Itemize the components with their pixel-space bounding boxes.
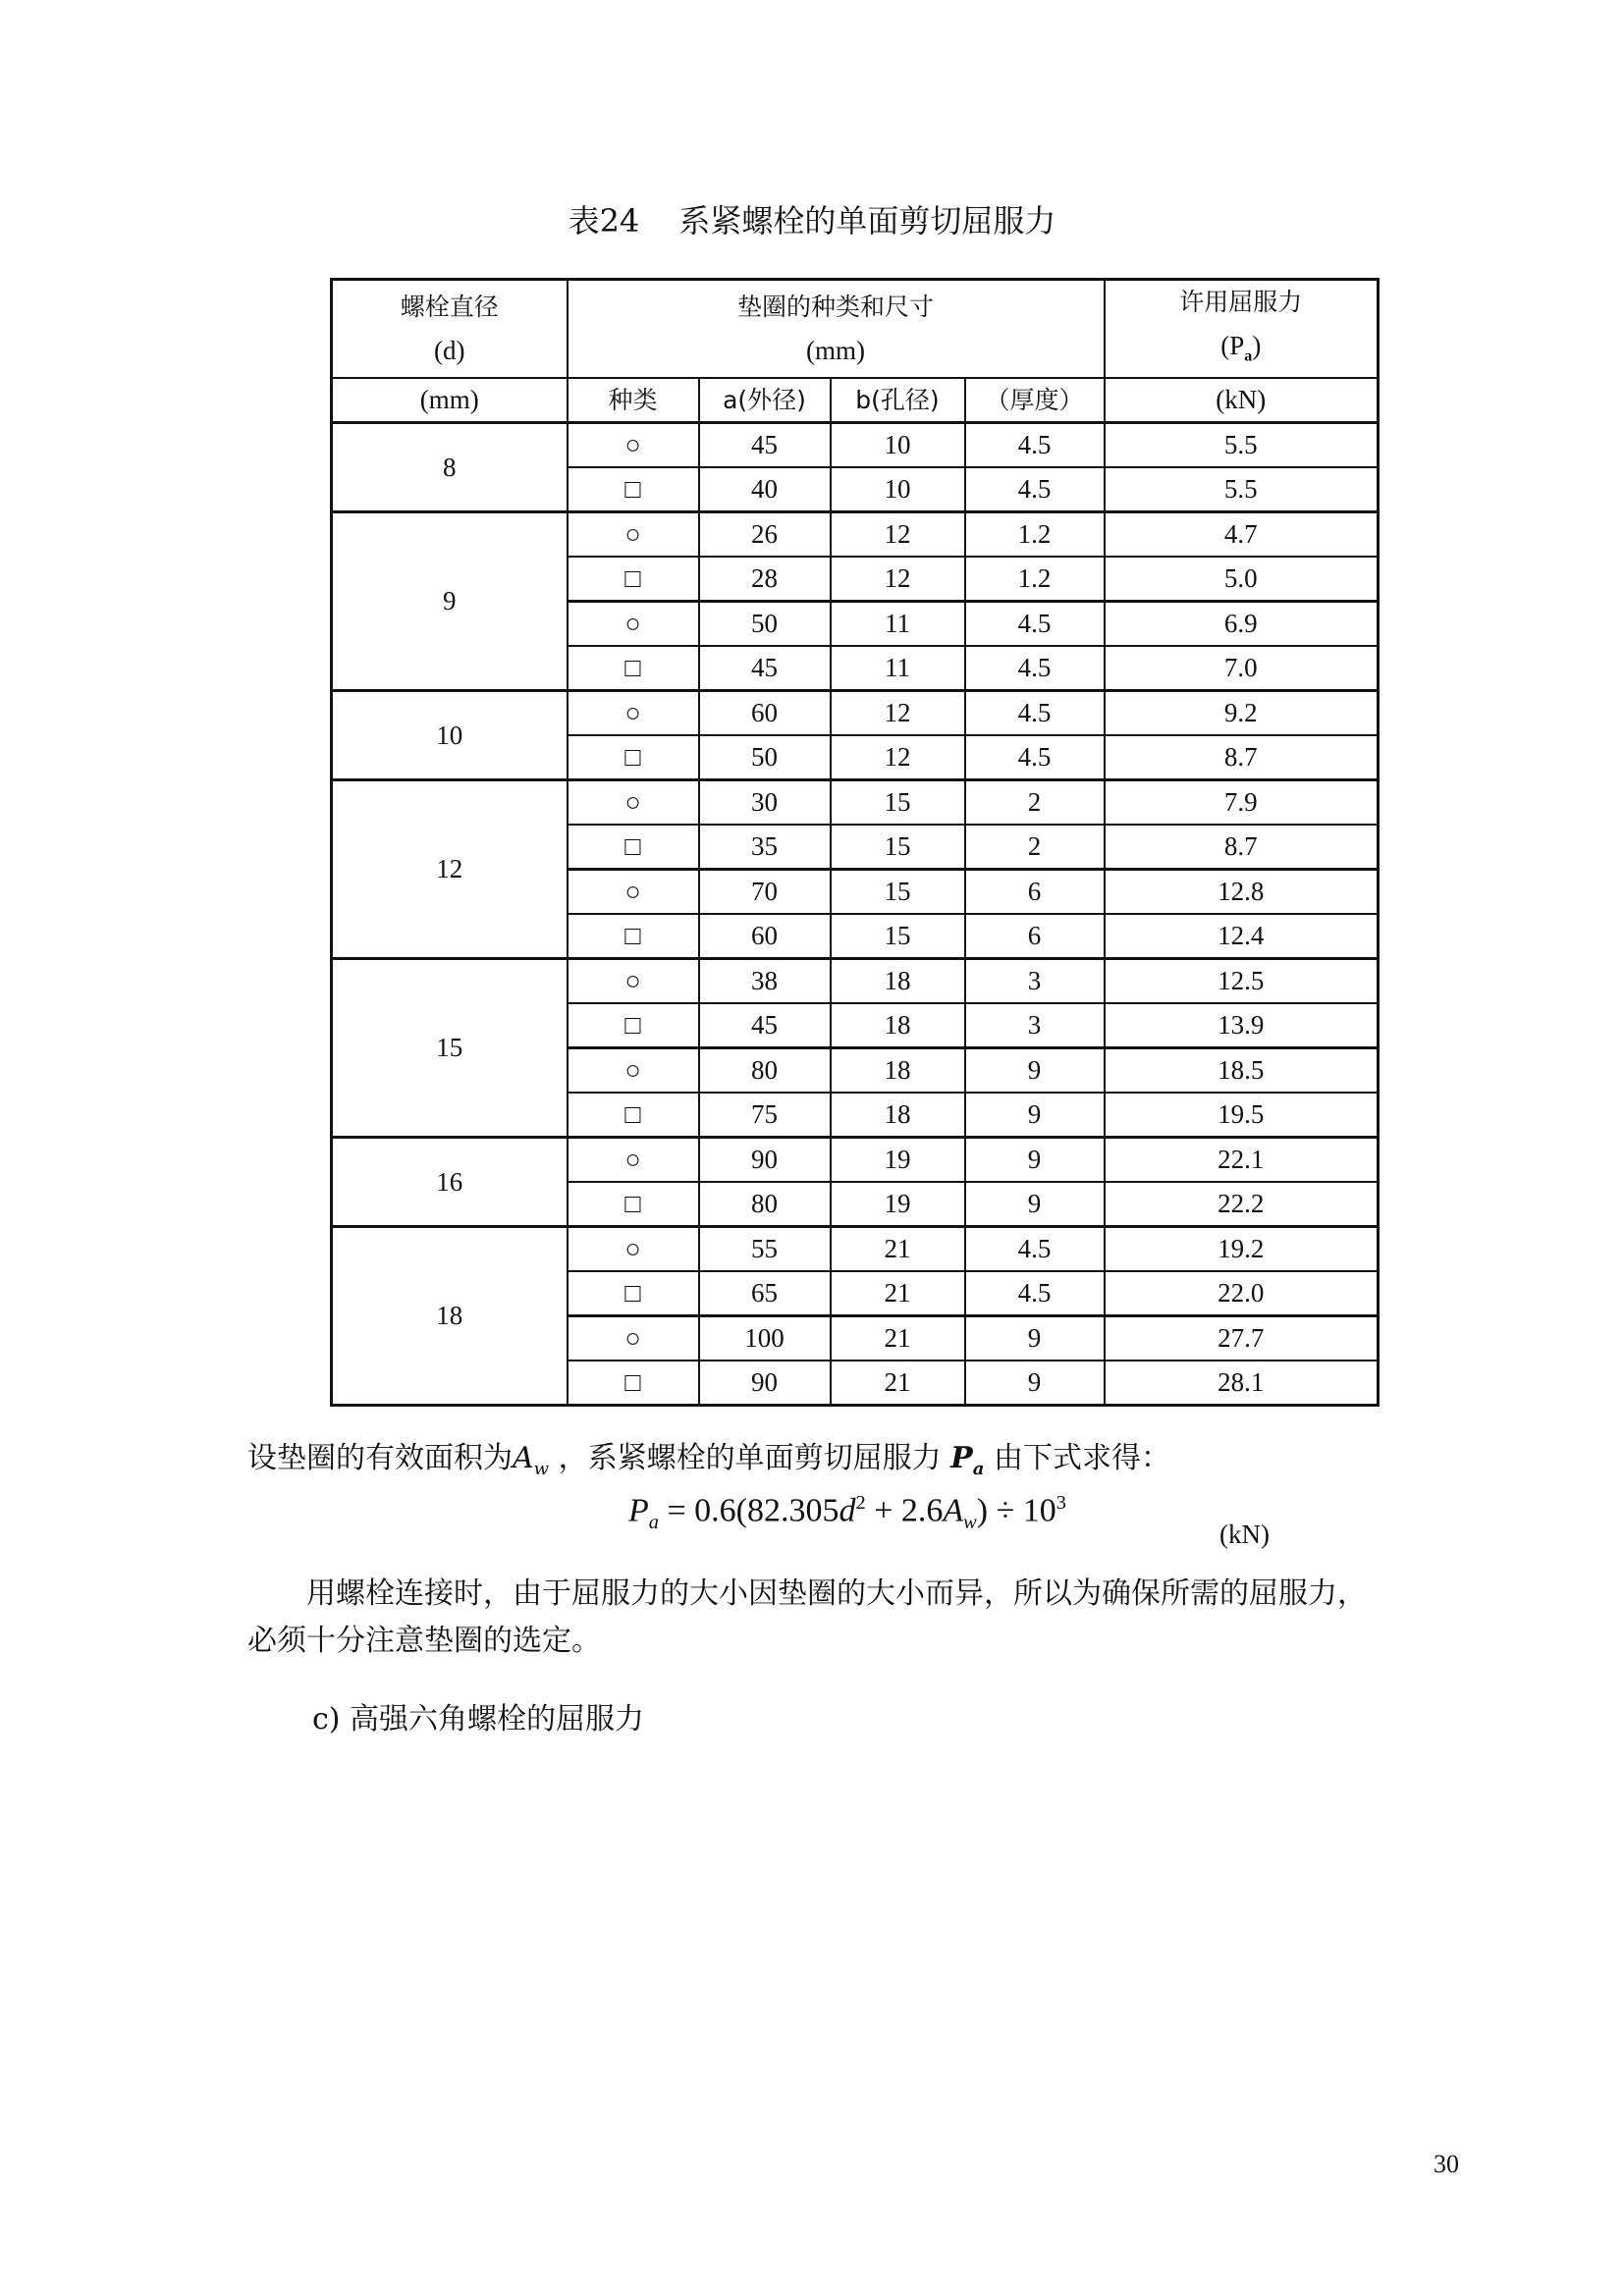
washer-dim-cell: 70 — [699, 870, 831, 915]
washer-type-cell: □ — [568, 557, 699, 602]
washer-type-cell: □ — [568, 914, 699, 959]
washer-type-cell: ○ — [568, 1227, 699, 1272]
yield-force-cell: 7.9 — [1105, 780, 1379, 826]
washer-dim-cell: 21 — [831, 1316, 965, 1362]
washer-dim-cell: 12 — [831, 735, 965, 780]
yield-force-cell: 18.5 — [1105, 1048, 1379, 1094]
washer-type-cell: □ — [568, 825, 699, 870]
washer-dim-cell: 80 — [699, 1182, 831, 1227]
yield-force-cell: 13.9 — [1105, 1003, 1379, 1048]
washer-dim-cell: 100 — [699, 1316, 831, 1362]
washer-dim-cell: 4.5 — [965, 467, 1105, 512]
washer-dim-cell: 60 — [699, 691, 831, 736]
washer-dim-cell: 28 — [699, 557, 831, 602]
washer-dim-cell: 9 — [965, 1316, 1105, 1362]
washer-dim-cell: 6 — [965, 914, 1105, 959]
paragraph-note: 用螺栓连接时，由于屈服力的大小因垫圈的大小而异，所以为确保所需的屈服力， — [306, 1576, 1367, 1611]
washer-dim-cell: 15 — [831, 870, 965, 915]
washer-dim-cell: 1.2 — [965, 557, 1105, 602]
washer-dim-cell: 90 — [699, 1138, 831, 1183]
washer-type-cell: □ — [568, 1003, 699, 1048]
washer-dim-cell: 55 — [699, 1227, 831, 1272]
washer-dim-cell: 9 — [965, 1182, 1105, 1227]
washer-type-cell: ○ — [568, 1138, 699, 1183]
washer-dim-cell: 21 — [831, 1271, 965, 1316]
yield-force-cell: 22.2 — [1105, 1182, 1379, 1227]
washer-dim-cell: 4.5 — [965, 1227, 1105, 1272]
washer-dim-cell: 12 — [831, 512, 965, 558]
yield-force-cell: 9.2 — [1105, 691, 1379, 736]
table-row — [332, 780, 1379, 826]
washer-type-cell: ○ — [568, 602, 699, 647]
header-diameter: 螺栓直径 (d) — [332, 280, 568, 379]
washer-dim-cell: 75 — [699, 1093, 831, 1138]
table-row — [332, 691, 1379, 736]
washer-dim-cell: 30 — [699, 780, 831, 826]
yield-force-cell: 27.7 — [1105, 1316, 1379, 1362]
subheader-cell: (kN) — [1105, 378, 1379, 423]
table-caption — [0, 196, 1624, 241]
yield-force-cell: 6.9 — [1105, 602, 1379, 647]
washer-dim-cell: 4.5 — [965, 1271, 1105, 1316]
washer-type-cell: ○ — [568, 423, 699, 468]
washer-type-cell: □ — [568, 1271, 699, 1316]
washer-dim-cell: 11 — [831, 602, 965, 647]
washer-dim-cell: 2 — [965, 825, 1105, 870]
yield-force-cell: 4.7 — [1105, 512, 1379, 558]
washer-dim-cell: 2 — [965, 780, 1105, 826]
bolt-shear-table — [330, 278, 1380, 1407]
washer-dim-cell: 35 — [699, 825, 831, 870]
yield-force-cell: 22.0 — [1105, 1271, 1379, 1316]
bolt-diameter-cell: 16 — [332, 1138, 568, 1227]
bolt-diameter-cell: 8 — [332, 423, 568, 512]
washer-dim-cell: 40 — [699, 467, 831, 512]
washer-type-cell: ○ — [568, 870, 699, 915]
washer-dim-cell: 15 — [831, 780, 965, 826]
washer-dim-cell: 9 — [965, 1093, 1105, 1138]
washer-dim-cell: 10 — [831, 467, 965, 512]
table-number: 表24 — [568, 202, 640, 240]
washer-type-cell: □ — [568, 735, 699, 780]
paragraph-definition: 设垫圈的有效面积为$A_w$ ，系紧螺栓的单面剪切屈服力 $P_a$ 由下式求得： — [247, 1441, 1170, 1479]
subheader-cell: b(孔径) — [831, 378, 965, 423]
table-row — [332, 959, 1379, 1004]
washer-dim-cell: 4.5 — [965, 602, 1105, 647]
washer-dim-cell: 45 — [699, 1003, 831, 1048]
paragraph-note-cont: 必须十分注意垫圈的选定。 — [247, 1624, 601, 1658]
washer-dim-cell: 18 — [831, 959, 965, 1004]
washer-type-cell: ○ — [568, 959, 699, 1004]
subheader-cell: 种类 — [568, 378, 699, 423]
washer-dim-cell: 6 — [965, 870, 1105, 915]
washer-dim-cell: 45 — [699, 423, 831, 468]
washer-dim-cell: 65 — [699, 1271, 831, 1316]
washer-type-cell: □ — [568, 646, 699, 691]
washer-dim-cell: 12 — [831, 557, 965, 602]
washer-dim-cell: 18 — [831, 1048, 965, 1094]
washer-type-cell: ○ — [568, 780, 699, 826]
subheader-cell: （厚度） — [965, 378, 1105, 423]
yield-force-cell: 19.2 — [1105, 1227, 1379, 1272]
washer-dim-cell: 21 — [831, 1227, 965, 1272]
yield-formula: $P_a = 0.6(82.305d^2 + 2.6A_w) \div 10^3$ — [628, 1492, 1066, 1534]
header-washer: 垫圈的种类和尺寸 (mm) — [568, 280, 1105, 379]
washer-dim-cell: 18 — [831, 1003, 965, 1048]
washer-dim-cell: 1.2 — [965, 512, 1105, 558]
yield-force-cell: 8.7 — [1105, 735, 1379, 780]
washer-dim-cell: 10 — [831, 423, 965, 468]
subheader-row — [332, 378, 1379, 423]
table-row — [332, 423, 1379, 468]
washer-type-cell: ○ — [568, 1048, 699, 1094]
washer-dim-cell: 80 — [699, 1048, 831, 1094]
table-title: 系紧螺栓的单面剪切屈服力 — [678, 202, 1056, 240]
yield-force-cell: 12.8 — [1105, 870, 1379, 915]
washer-dim-cell: 50 — [699, 735, 831, 780]
bolt-diameter-cell: 15 — [332, 959, 568, 1138]
washer-dim-cell: 4.5 — [965, 646, 1105, 691]
table-row — [332, 1138, 1379, 1183]
washer-dim-cell: 19 — [831, 1138, 965, 1183]
yield-force-cell: 12.5 — [1105, 959, 1379, 1004]
subheader-cell: (mm) — [332, 378, 568, 423]
formula-unit: (kN) — [1219, 1520, 1270, 1549]
washer-dim-cell: 38 — [699, 959, 831, 1004]
washer-type-cell: □ — [568, 467, 699, 512]
washer-dim-cell: 3 — [965, 959, 1105, 1004]
page-number: 30 — [1434, 2150, 1459, 2178]
washer-type-cell: □ — [568, 1182, 699, 1227]
yield-force-cell: 8.7 — [1105, 825, 1379, 870]
washer-type-cell: □ — [568, 1093, 699, 1138]
table-row — [332, 1227, 1379, 1272]
yield-force-cell: 5.0 — [1105, 557, 1379, 602]
bolt-diameter-cell: 18 — [332, 1227, 568, 1406]
yield-force-cell: 28.1 — [1105, 1361, 1379, 1406]
header-yield-force: 许用屈服力 $(P_a)$ — [1105, 280, 1379, 379]
washer-dim-cell: 50 — [699, 602, 831, 647]
yield-force-cell: 7.0 — [1105, 646, 1379, 691]
washer-dim-cell: 12 — [831, 691, 965, 736]
washer-dim-cell: 90 — [699, 1361, 831, 1406]
washer-dim-cell: 15 — [831, 914, 965, 959]
washer-dim-cell: 21 — [831, 1361, 965, 1406]
washer-dim-cell: 4.5 — [965, 423, 1105, 468]
yield-force-cell: 22.1 — [1105, 1138, 1379, 1183]
washer-dim-cell: 9 — [965, 1138, 1105, 1183]
yield-force-cell: 19.5 — [1105, 1093, 1379, 1138]
table-row — [332, 512, 1379, 558]
yield-force-cell: 5.5 — [1105, 423, 1379, 468]
washer-type-cell: ○ — [568, 691, 699, 736]
header-row — [332, 280, 1379, 379]
washer-dim-cell: 18 — [831, 1093, 965, 1138]
washer-dim-cell: 4.5 — [965, 691, 1105, 736]
yield-force-cell: 5.5 — [1105, 467, 1379, 512]
washer-dim-cell: 45 — [699, 646, 831, 691]
washer-dim-cell: 4.5 — [965, 735, 1105, 780]
washer-type-cell: ○ — [568, 1316, 699, 1362]
washer-type-cell: □ — [568, 1361, 699, 1406]
washer-type-cell: ○ — [568, 512, 699, 558]
washer-dim-cell: 9 — [965, 1361, 1105, 1406]
section-heading: c) 高强六角螺栓的屈服力 — [312, 1702, 645, 1736]
washer-dim-cell: 11 — [831, 646, 965, 691]
yield-force-cell: 12.4 — [1105, 914, 1379, 959]
washer-dim-cell: 60 — [699, 914, 831, 959]
washer-dim-cell: 19 — [831, 1182, 965, 1227]
washer-dim-cell: 15 — [831, 825, 965, 870]
bolt-diameter-cell: 12 — [332, 780, 568, 959]
washer-dim-cell: 26 — [699, 512, 831, 558]
washer-dim-cell: 3 — [965, 1003, 1105, 1048]
bolt-diameter-cell: 10 — [332, 691, 568, 780]
subheader-cell: a(外径) — [699, 378, 831, 423]
washer-dim-cell: 9 — [965, 1048, 1105, 1094]
bolt-diameter-cell: 9 — [332, 512, 568, 691]
